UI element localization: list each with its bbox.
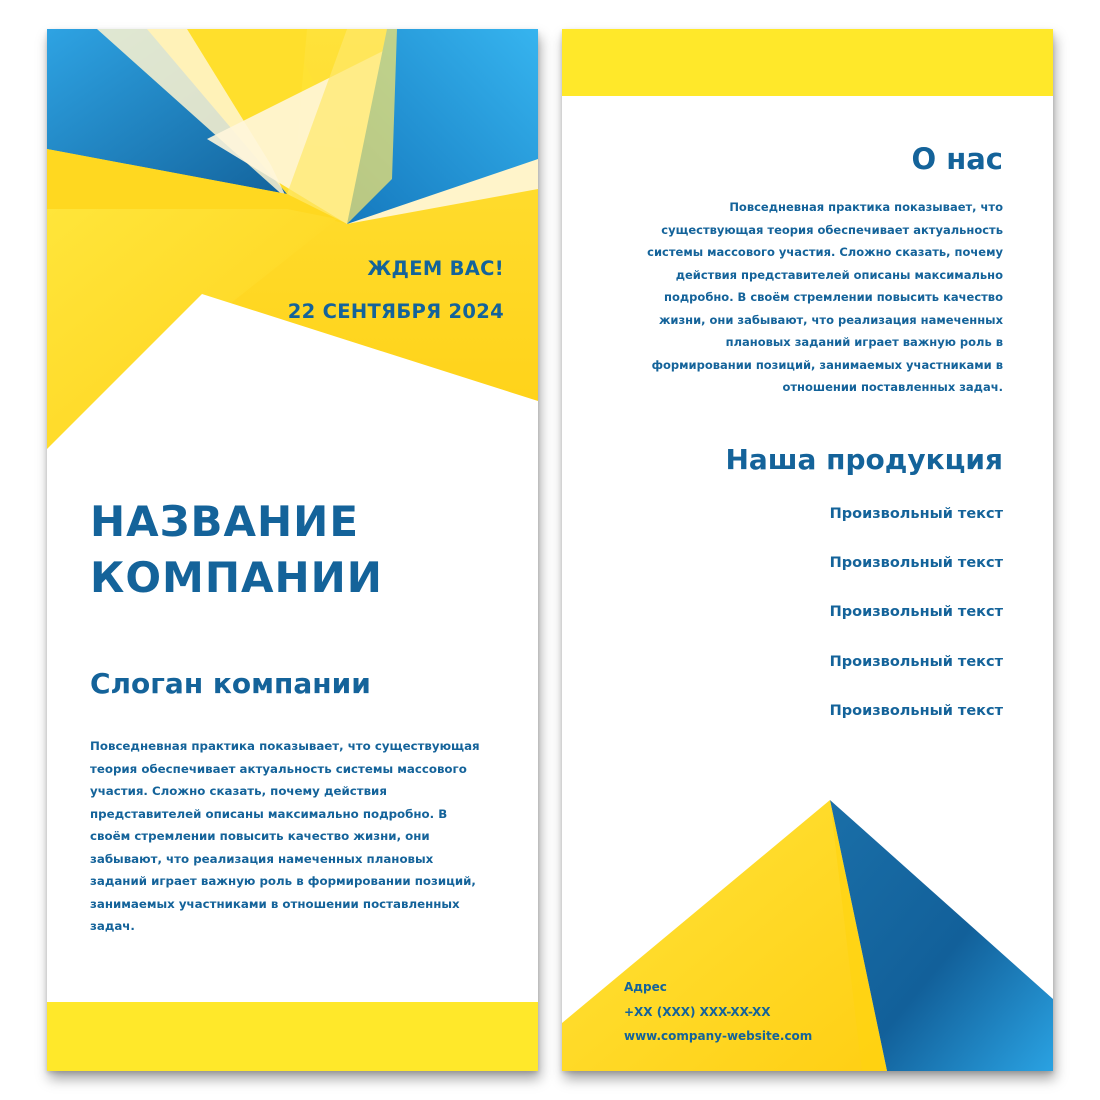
front-description-line: своём стремлении повысить качество жизни, они — [90, 829, 430, 843]
contact-website: www.company-website.com — [624, 1029, 813, 1043]
about-description-line: формировании позиций, занимаемых участниками в — [651, 357, 1003, 372]
contact-address: Адрес — [624, 980, 667, 994]
front-description-line: теория обеспечивает актуальность системы массового — [90, 761, 467, 776]
front-description-line: участия. Сложно сказать, почему действия — [90, 784, 387, 798]
front-description-line: забывают, что реализация намеченных плановых — [90, 851, 434, 866]
event-invitation — [288, 247, 504, 333]
front-description-line: занимаемых участниками в отношении поставленных — [90, 896, 460, 911]
products-heading: Наша продукция — [725, 443, 1003, 476]
front-description-line: представителей описаны максимально подробно. В — [90, 806, 448, 821]
about-description-line: существующая теория обеспечивает актуальность — [661, 222, 1003, 237]
front-description-line: Повседневная практика показывает, что существующая — [90, 739, 480, 753]
about-description-line: плановых заданий играет важную роль в — [725, 335, 1003, 349]
product-item: Произвольный текст — [829, 555, 1003, 572]
front-description — [90, 735, 485, 938]
contact-info — [624, 975, 812, 1049]
company-slogan: Слоган компании — [90, 667, 371, 700]
front-description-line: задач. — [90, 919, 135, 933]
contact-phone: +XX (XXX) XXX-XX-XX — [624, 1004, 771, 1019]
about-description-line: отношении поставленных задач. — [782, 380, 1003, 394]
company-name — [90, 494, 383, 606]
front-description-line: заданий играет важную роль в формировании позиций, — [90, 874, 476, 888]
company-name-line2: КОМПАНИИ — [90, 553, 383, 602]
about-heading: О нас — [911, 142, 1003, 176]
about-description-line: Повседневная практика показывает, что — [729, 200, 1003, 214]
about-description-line: подробно. В своём стремлении повысить качество — [664, 290, 1003, 304]
about-description-line: системы массового участия. Сложно сказать, почему — [647, 245, 1003, 259]
product-item: Произвольный текст — [829, 653, 1003, 670]
event-date: 22 СЕНТЯБРЯ 2024 — [287, 300, 504, 323]
back-panel — [562, 29, 1053, 1071]
front-bottom-band — [47, 1002, 538, 1071]
company-name-line1: НАЗВАНИЕ — [90, 497, 360, 546]
about-description-line: жизни, они забывают, что реализация намеченных — [658, 312, 1003, 327]
product-item: Произвольный текст — [829, 604, 1003, 621]
about-description — [613, 196, 1003, 399]
product-item: Произвольный текст — [829, 702, 1003, 719]
product-item: Произвольный текст — [829, 506, 1003, 522]
about-description-line: действия представителей описаны максимально — [675, 267, 1003, 282]
products-list — [830, 504, 1003, 750]
event-invite-text: ЖДЕМ ВАС! — [367, 257, 504, 280]
front-panel — [47, 29, 538, 1071]
